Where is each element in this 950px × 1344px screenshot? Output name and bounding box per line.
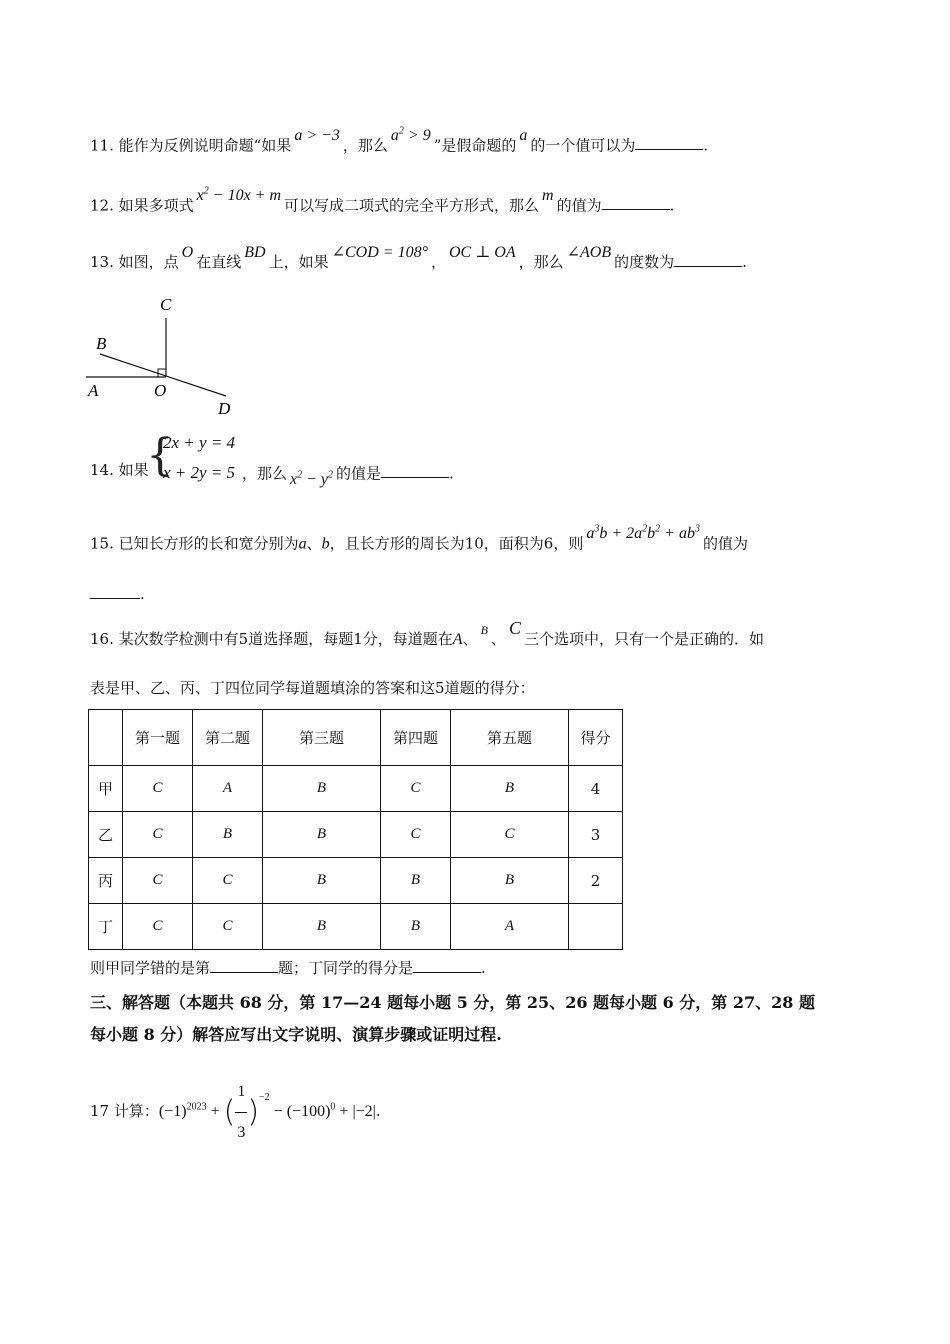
- answer-cell: C: [193, 858, 263, 904]
- math-variable: m: [542, 187, 554, 205]
- question-number: 12.: [90, 196, 114, 215]
- answer-cell: A: [193, 766, 263, 812]
- table-row: [89, 858, 623, 904]
- question-text: 上，如果: [268, 253, 329, 271]
- question-11: 11. 能作为反例说明命题“如果a > −3，那么$a^2 > 9$”是假命题的a的一个值可以为 .: [90, 126, 709, 155]
- table-header-row: [89, 710, 623, 766]
- math-line: BD: [244, 244, 266, 261]
- question-text: ，且长方形的周长为: [329, 534, 465, 553]
- question-text: 已知长方形的长和宽分别为: [118, 534, 299, 553]
- geometry-figure: [84, 290, 254, 420]
- question-12: 12. 如果多项式$x^2 - 10x + m$可以写成二项式的完全平方形式，那么m的值为 .: [90, 186, 675, 215]
- math-expression: $x^2 - y^2$: [290, 470, 334, 489]
- question-number: 15.: [90, 534, 114, 553]
- question-text: 如图，点: [118, 253, 179, 271]
- system-brace: {: [146, 430, 174, 481]
- table-header-cell: 第五题: [451, 710, 569, 766]
- answer-cell: C: [123, 812, 193, 858]
- math-condition-2: $a^2 > 9$: [390, 126, 431, 145]
- question-text: 三个选项中，只有一个是正确的．如: [523, 630, 764, 648]
- table-row: [89, 812, 623, 858]
- label-b: B: [96, 334, 107, 353]
- table-header-cell: 第三题: [263, 710, 381, 766]
- answer-cell: B: [263, 812, 381, 858]
- question-text: 分，每道题在: [362, 630, 453, 648]
- label-d: D: [218, 399, 231, 418]
- student-name: 丁: [89, 904, 123, 950]
- score-cell: 4: [569, 766, 623, 812]
- table-header-cell: 第一题: [123, 710, 193, 766]
- answer-cell: B: [451, 858, 569, 904]
- table-row: [89, 766, 623, 812]
- question-15-blank-line: .: [90, 584, 145, 604]
- question-text: 表是甲、乙、丙、丁四位同学每道题填涂的答案和这: [90, 679, 436, 697]
- math-expression: $(-1)^{2023}$ + ( $\frac{1}{3}$ )$^{-2} - (-100)^0 + |-2|$: [159, 1103, 376, 1120]
- answer-cell: C: [381, 766, 451, 812]
- question-17: 17 计算：$(-1)^{2023}$ + ( $\frac{1}{3}$ )$^{-2} - (-100)^0 + |-2|$.: [90, 1072, 381, 1153]
- student-name: 乙: [89, 812, 123, 858]
- answer-cell: B: [263, 904, 381, 950]
- question-text: 如果: [118, 461, 149, 479]
- question-text: 道选择题，每题: [248, 630, 354, 648]
- question-text: 某次数学检测中有: [118, 630, 239, 648]
- question-14-cont: ，那么 $x^2 - y^2$ 的值是 .: [242, 464, 454, 489]
- table-header-cell: 第四题: [381, 710, 451, 766]
- option-b: B: [480, 623, 488, 637]
- answer-cell: C: [451, 812, 569, 858]
- answer-blank[interactable]: [635, 135, 703, 150]
- score-cell: 2: [569, 858, 623, 904]
- question-number: 16.: [90, 630, 114, 648]
- math-polynomial: $x^2 - 10x + m$: [196, 186, 282, 205]
- answer-cell: B: [381, 858, 451, 904]
- score-cell[interactable]: [569, 904, 623, 950]
- section-heading-cont: 每小题 8 分）解答应写出文字说明、演算步骤或证明过程.: [90, 1025, 502, 1044]
- math-variable: a: [519, 127, 528, 145]
- table-header-cell: 第二题: [193, 710, 263, 766]
- answer-cell: A: [451, 904, 569, 950]
- score-cell: 3: [569, 812, 623, 858]
- math-perpendicular: OC ⊥ OA: [448, 244, 516, 261]
- question-14: [90, 460, 149, 480]
- question-text: ，面积为: [483, 534, 544, 553]
- question-number: 14.: [90, 461, 114, 479]
- label-o: O: [154, 381, 167, 400]
- question-13: 13. 如图，点O在直线BD上，如果∠COD = 108°，OC ⊥ OA，那么∠AOB的度数为 .: [90, 244, 747, 271]
- question-text: 道题的得分：: [444, 679, 535, 697]
- table-row: [89, 904, 623, 950]
- math-angle: ∠COD = 108°: [331, 244, 428, 261]
- math-condition-1: a > −3: [294, 127, 340, 145]
- answer-cell: C: [123, 858, 193, 904]
- math-expression: $a^3b + 2a^2b^2 + ab^3$: [586, 524, 700, 543]
- question-text: 的一个值可以为: [530, 136, 636, 155]
- question-text: 的值为: [556, 196, 602, 215]
- question-text: ，那么: [518, 253, 564, 271]
- question-text: ，那么: [242, 464, 288, 483]
- question-16-line2: 表是甲、乙、丙、丁四位同学每道题填涂的答案和这5道题的得分：: [90, 679, 535, 697]
- question-16: 16. 某次数学检测中有5道选择题，每题1分，每道题在A、 $^B$ 、C三个选项中，只有一个是正确的．如: [90, 618, 764, 648]
- math-variable: a: [298, 535, 307, 553]
- answer-blank[interactable]: [381, 463, 449, 478]
- table-header-cell: [89, 710, 123, 766]
- question-text: ，那么: [342, 136, 388, 155]
- student-name: 甲: [89, 766, 123, 812]
- question-text: 可以写成二项式的完全平方形式，那么: [284, 196, 540, 215]
- question-number: 11.: [90, 136, 114, 155]
- answer-cell: B: [381, 904, 451, 950]
- question-text: 计算：: [113, 1102, 159, 1121]
- question-text: 的值为: [702, 534, 748, 553]
- answer-cell: C: [381, 812, 451, 858]
- answer-cell: B: [263, 766, 381, 812]
- answer-blank[interactable]: [210, 958, 278, 973]
- answer-blank[interactable]: [602, 195, 670, 210]
- student-name: 丙: [89, 858, 123, 904]
- answer-cell: B: [193, 812, 263, 858]
- answer-cell: C: [193, 904, 263, 950]
- answer-cell: B: [451, 766, 569, 812]
- question-16-after: 则甲同学错的是第 题；丁同学的得分是 .: [90, 959, 486, 977]
- math-variable: b: [321, 535, 330, 553]
- answer-cell: C: [123, 766, 193, 812]
- equation-2: x + 2y = 5: [163, 463, 236, 482]
- answer-cell: C: [123, 904, 193, 950]
- option-c: C: [508, 618, 521, 638]
- answer-blank[interactable]: [90, 584, 140, 599]
- area-value: 6: [543, 534, 554, 553]
- question-text: 题；丁同学的得分是: [278, 959, 414, 977]
- answer-blank[interactable]: [413, 958, 481, 973]
- answer-table: [88, 709, 623, 950]
- question-text: 的值是: [336, 464, 382, 483]
- question-text: 的度数为: [614, 253, 675, 271]
- answer-blank[interactable]: [674, 252, 742, 267]
- equation-1: 2x + y = 4: [163, 433, 236, 452]
- math-point: O: [181, 244, 194, 261]
- question-text: 能作为反例说明命题“如果: [118, 136, 292, 155]
- answer-cell: B: [263, 858, 381, 904]
- section-heading: 三、解答题（本题共 68 分，第 17—24 题每小题 5 分，第 25、26 题每小题 6 分，第 27、28 题: [90, 993, 815, 1012]
- question-number: 17: [90, 1102, 110, 1121]
- option-a: A: [452, 631, 463, 648]
- table-header-cell: 得分: [569, 710, 623, 766]
- question-text: 如果多项式: [118, 196, 194, 215]
- question-15: 15. 已知长方形的长和宽分别为a、b，且长方形的周长为10，面积为6，则$a^3b + 2a^2b^2 + ab^3$的值为: [90, 524, 748, 553]
- label-c: C: [160, 295, 172, 314]
- question-text: 则甲同学错的是第: [90, 959, 211, 977]
- fraction: $\frac{1}{3}$: [235, 1072, 247, 1153]
- question-text: ”是假命题的: [433, 136, 517, 155]
- math-angle: ∠AOB: [566, 244, 612, 261]
- question-text: ，则: [553, 534, 584, 553]
- question-number: 13.: [90, 253, 114, 271]
- label-a: A: [88, 381, 99, 400]
- perimeter-value: 10: [464, 534, 484, 553]
- question-text: 在直线: [196, 253, 242, 271]
